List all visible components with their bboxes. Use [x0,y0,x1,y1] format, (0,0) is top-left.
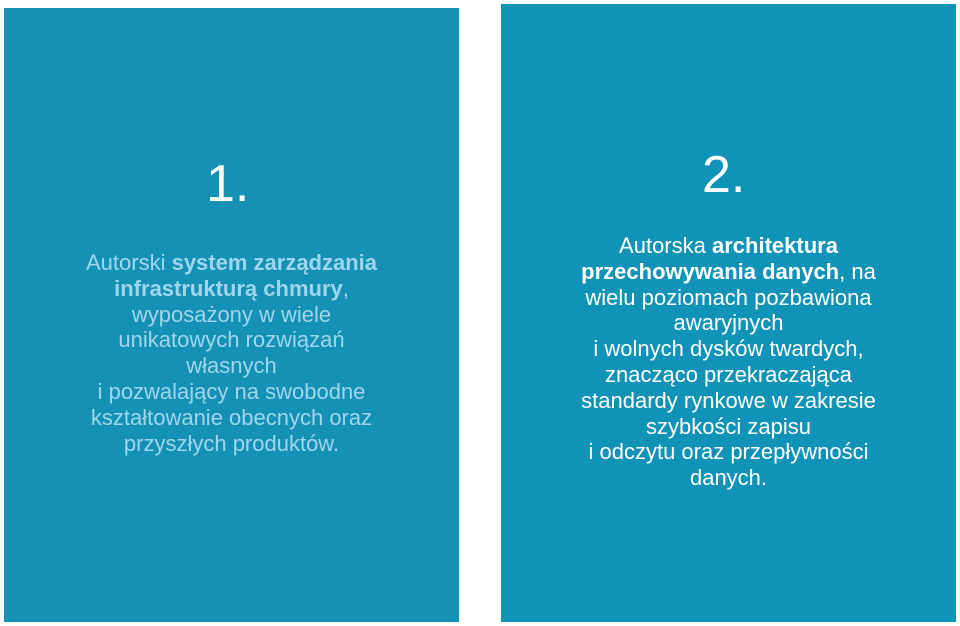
text-segment: kształtowanie obecnych oraz [90,404,373,430]
description-line [4,353,459,379]
description-line [4,276,459,302]
text-segment: , na [839,258,876,284]
description-line [501,362,956,388]
description-line [4,327,459,353]
description-line [4,431,459,457]
text-segment: szybkości zapisu [645,413,812,439]
highlighted-text: infrastrukturą chmury [114,275,343,301]
description-line [501,310,956,336]
description-line [501,336,956,362]
text-segment: danych. [689,465,768,491]
description-line [4,302,459,328]
description-line [4,405,459,431]
text-segment: przyszłych produktów. [123,430,340,456]
card-description [501,233,956,491]
text-segment: Autorska [619,233,712,258]
text-segment: Autorski [85,250,172,275]
highlighted-text: przechowywania danych [581,258,840,284]
description-line [501,388,956,414]
text-segment: awaryjnych [673,310,784,336]
text-segment: , [342,275,349,301]
feature-card-2 [501,4,956,622]
card-number: 2. [702,146,746,204]
description-line [4,250,459,276]
description-line [501,259,956,285]
text-segment: unikatowych rozwiązań [118,327,345,353]
description-line [501,465,956,491]
description-line [501,233,956,259]
text-segment: znacząco przekraczająca [604,361,852,387]
card-number: 1. [206,155,250,213]
text-segment: i wolnych dysków twardych, [593,336,864,362]
text-segment: i odczytu oraz przepływności [588,439,869,465]
text-segment: własnych [186,353,277,379]
text-segment: wielu poziomach pozbawiona [585,284,872,310]
description-line [501,285,956,311]
text-segment: wyposażony w wiele [131,301,332,327]
card-description [4,250,459,456]
description-line [501,439,956,465]
highlighted-text: system zarządzania [171,250,378,275]
description-line [501,414,956,440]
highlighted-text: architektura [711,233,838,258]
text-segment: standardy rynkowe w zakresie [581,387,876,413]
text-segment: i pozwalający na swobodne [97,378,366,404]
description-line [4,379,459,405]
feature-card-1 [4,8,459,622]
